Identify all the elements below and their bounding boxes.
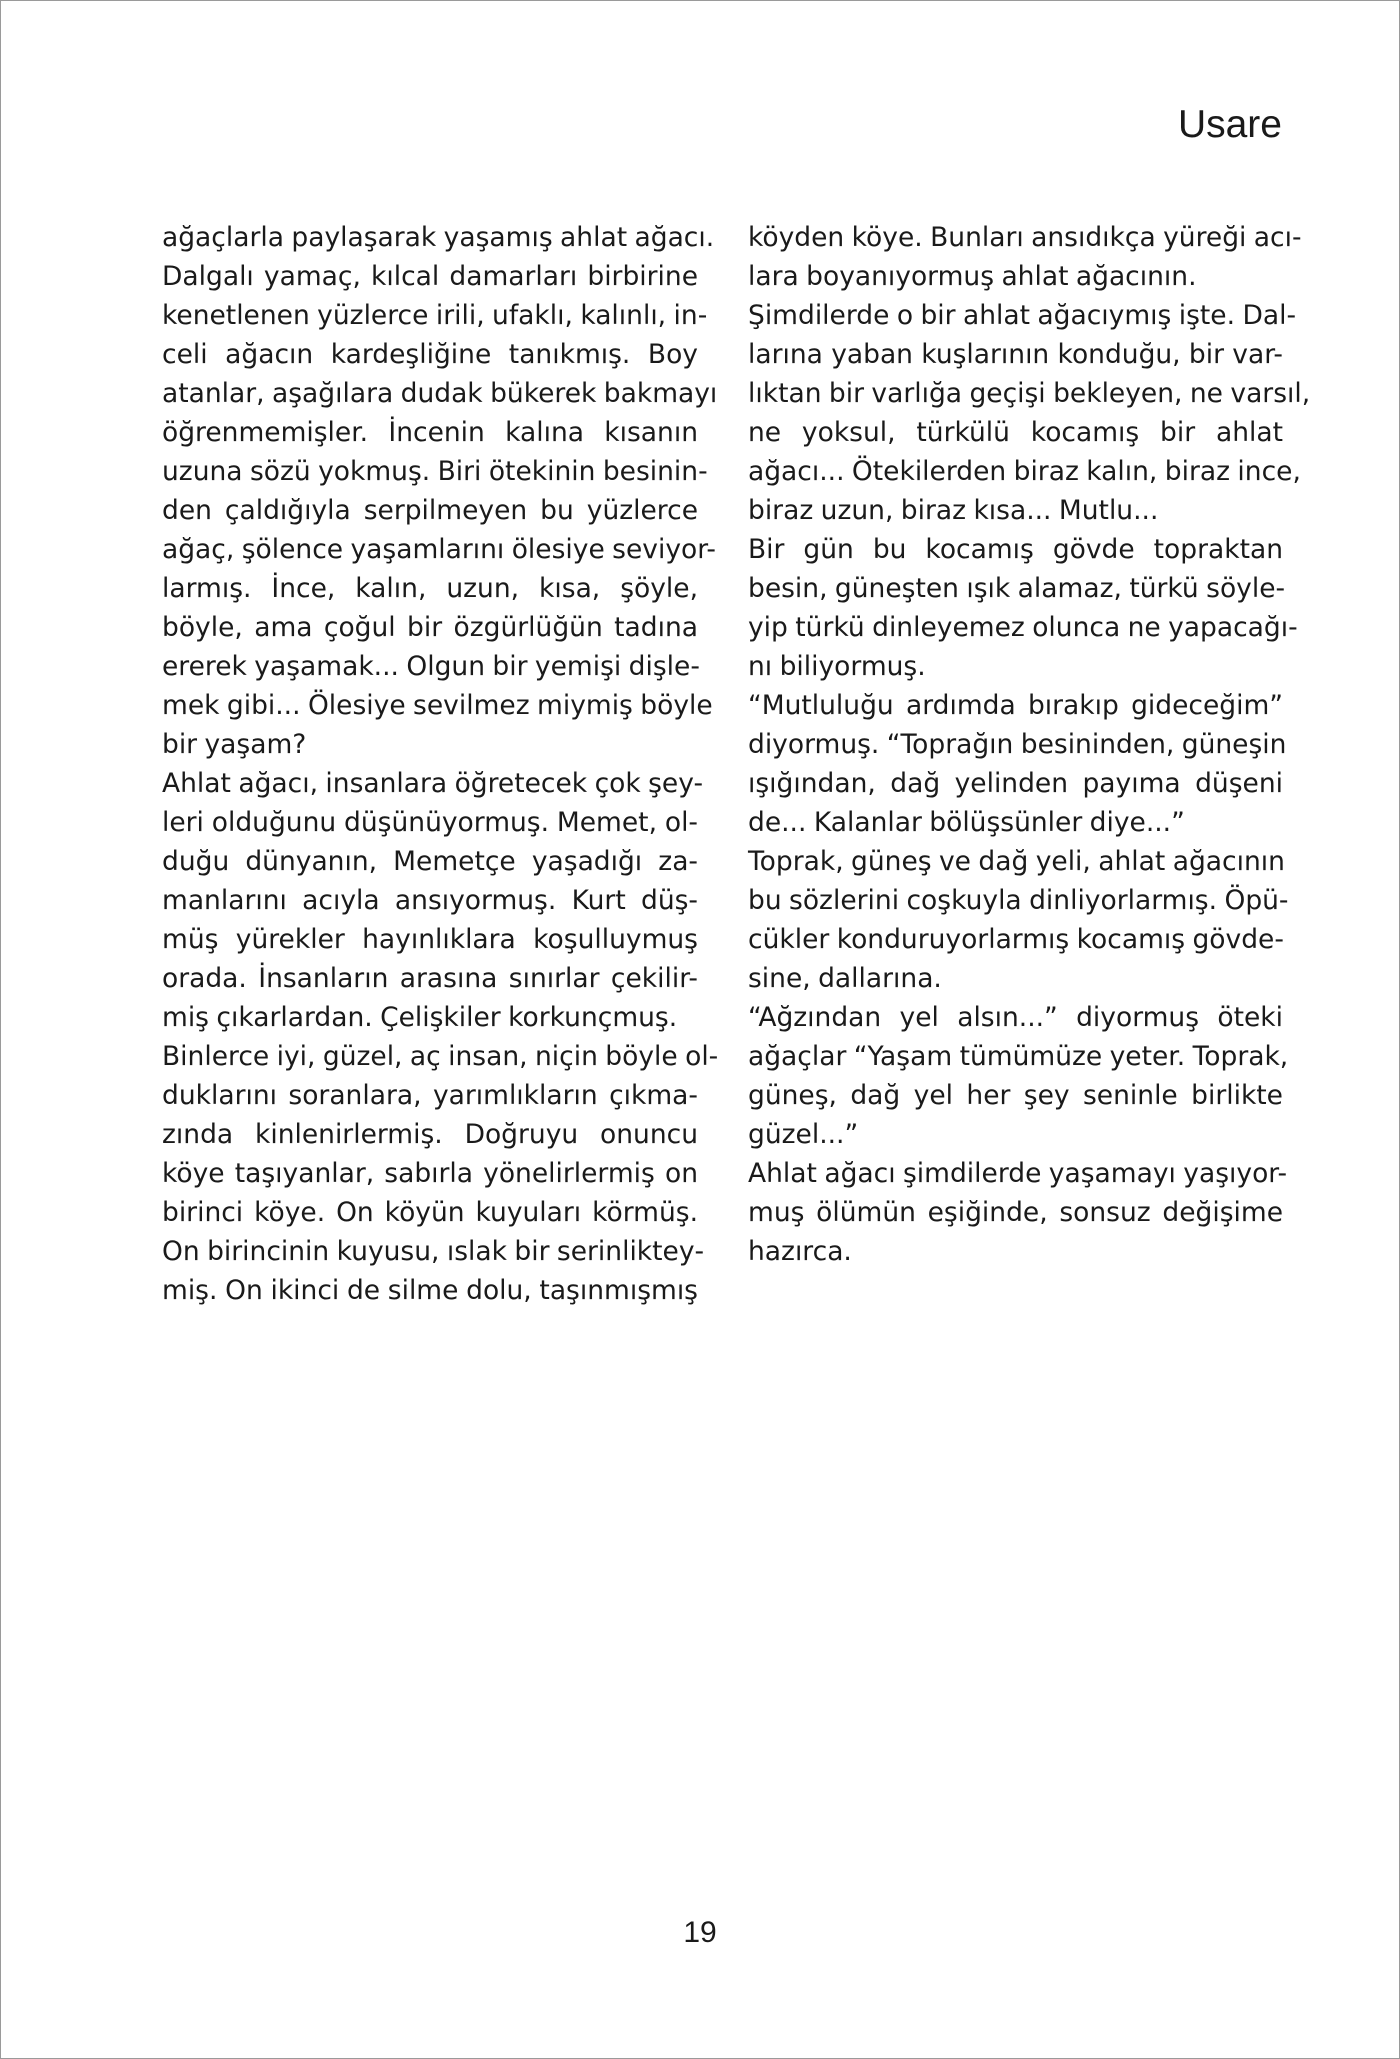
text-line: güneş, dağ yel her şey seninle birlikte bbox=[748, 1080, 1283, 1111]
text-line: ağaç, şölence yaşamlarını ölesiye seviyor- bbox=[162, 534, 716, 565]
text-line: lıktan bir varlığa geçişi bekleyen, ne varsıl, bbox=[748, 378, 1311, 409]
text-line: ne yoksul, türkülü kocamış bir ahlat bbox=[748, 417, 1283, 448]
text-line: diyormuş. “Toprağın besininden, güneşin bbox=[748, 729, 1287, 760]
text-line: atanlar, aşağılara dudak bükerek bakmayı bbox=[162, 378, 718, 409]
text-line: ererek yaşamak... Olgun bir yemişi dişle- bbox=[162, 651, 700, 682]
text-line: miş çıkarlardan. Çelişkiler korkunçmuş. bbox=[162, 1002, 678, 1033]
text-line: duğu dünyanın, Memetçe yaşadığı za- bbox=[162, 846, 698, 877]
text-line: orada. İnsanların arasına sınırlar çekilir- bbox=[162, 963, 698, 994]
text-line: sine, dallarına. bbox=[748, 963, 942, 994]
text-line: celi ağacın kardeşliğine tanıkmış. Boy bbox=[162, 339, 698, 370]
text-line: nı biliyormuş. bbox=[748, 651, 926, 682]
text-line: müş yürekler hayınlıklara koşulluymuş bbox=[162, 924, 698, 955]
text-line: duklarını soranlara, yarımlıkların çıkma- bbox=[162, 1080, 698, 1111]
text-line: larına yaban kuşlarının konduğu, bir var- bbox=[748, 339, 1283, 370]
running-header: Usare bbox=[1177, 103, 1282, 146]
text-line: lara boyanıyormuş ahlat ağacının. bbox=[748, 261, 1197, 292]
text-line: uzuna sözü yokmuş. Biri ötekinin besinin- bbox=[162, 456, 708, 487]
text-line: biraz uzun, biraz kısa... Mutlu... bbox=[748, 495, 1159, 526]
text-line: Ahlat ağacı, insanlara öğretecek çok şey- bbox=[162, 768, 704, 799]
text-line: böyle, ama çoğul bir özgürlüğün tadına bbox=[162, 612, 698, 643]
text-line: bir yaşam? bbox=[162, 729, 307, 760]
text-line: Şimdilerde o bir ahlat ağacıymış işte. Dal- bbox=[748, 300, 1297, 331]
text-line: manlarını acıyla ansıyormuş. Kurt düş- bbox=[162, 885, 698, 916]
text-line: ağaçlarla paylaşarak yaşamış ahlat ağacı. bbox=[162, 222, 715, 253]
text-line: mek gibi... Ölesiye sevilmez miymiş böyle bbox=[162, 690, 713, 721]
text-line: leri olduğunu düşünüyormuş. Memet, ol- bbox=[162, 807, 698, 838]
page-number: 19 bbox=[683, 1916, 717, 1949]
text-line: den çaldığıyla serpilmeyen bu yüzlerce bbox=[162, 495, 698, 526]
text-line: birinci köye. On köyün kuyuları körmüş. bbox=[162, 1197, 698, 1228]
text-line: ağacı... Ötekilerden biraz kalın, biraz ince, bbox=[748, 456, 1301, 487]
right-column bbox=[748, 218, 1311, 1271]
text-line: kenetlenen yüzlerce irili, ufaklı, kalınlı, in- bbox=[162, 300, 708, 331]
text-line: Bir gün bu kocamış gövde topraktan bbox=[748, 534, 1283, 565]
text-line: köye taşıyanlar, sabırla yönelirlermiş on bbox=[162, 1158, 698, 1189]
left-column bbox=[162, 218, 719, 1310]
text-line: miş. On ikinci de silme dolu, taşınmışmış bbox=[162, 1275, 698, 1306]
text-line: ağaçlar “Yaşam tümümüze yeter. Toprak, bbox=[748, 1041, 1289, 1072]
text-line: yip türkü dinleyemez olunca ne yapacağı- bbox=[748, 612, 1298, 643]
text-line: larmış. İnce, kalın, uzun, kısa, şöyle, bbox=[162, 573, 698, 604]
text-line: öğrenmemişler. İncenin kalına kısanın bbox=[162, 417, 698, 448]
text-line: Dalgalı yamaç, kılcal damarları birbirine bbox=[162, 261, 698, 292]
text-line: “Ağzından yel alsın...” diyormuş öteki bbox=[748, 1002, 1283, 1033]
text-line: cükler konduruyorlarmış kocamış gövde- bbox=[748, 924, 1284, 955]
text-line: ışığından, dağ yelinden payıma düşeni bbox=[748, 768, 1283, 799]
text-line: besin, güneşten ışık alamaz, türkü söyle- bbox=[748, 573, 1286, 604]
text-line: bu sözlerini coşkuyla dinliyorlarmış. Öpü- bbox=[748, 885, 1289, 916]
text-line: güzel...” bbox=[748, 1119, 859, 1150]
text-line: “Mutluluğu ardımda bırakıp gideceğim” bbox=[748, 690, 1283, 721]
text-line: zında kinlenirlermiş. Doğruyu onuncu bbox=[162, 1119, 698, 1150]
text-line: Toprak, güneş ve dağ yeli, ahlat ağacının bbox=[748, 846, 1285, 877]
text-line: Binlerce iyi, güzel, aç insan, niçin böyle ol- bbox=[162, 1041, 719, 1072]
text-line: hazırca. bbox=[748, 1236, 852, 1267]
text-line: muş ölümün eşiğinde, sonsuz değişime bbox=[748, 1197, 1283, 1228]
text-line: de... Kalanlar bölüşsünler diye...” bbox=[748, 807, 1185, 838]
text-line: Ahlat ağacı şimdilerde yaşamayı yaşıyor- bbox=[748, 1158, 1288, 1189]
text-line: köyden köye. Bunları ansıdıkça yüreği acı- bbox=[748, 222, 1302, 253]
text-line: On birincinin kuyusu, ıslak bir serinlikteу- bbox=[162, 1236, 705, 1267]
